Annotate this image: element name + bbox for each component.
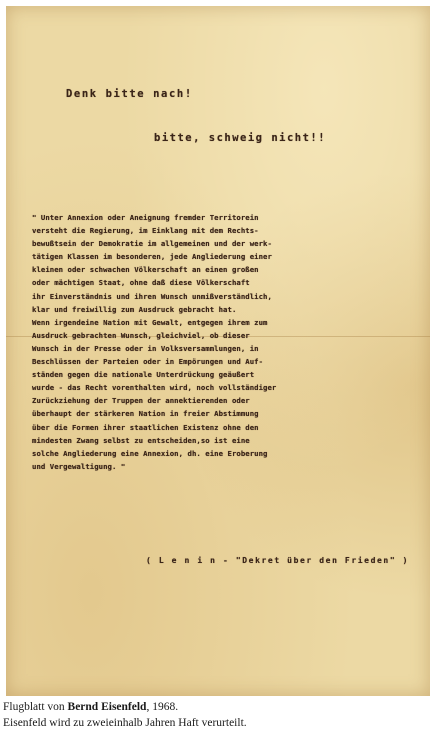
- caption-author-name: Bernd Eisenfeld: [67, 701, 147, 713]
- lenin-quote: [32, 211, 416, 473]
- quote-line: über die Formen ihrer staatlichen Existenz ohne den: [32, 422, 259, 432]
- quote-line: und Vergewaltigung. ": [32, 461, 126, 471]
- quote-line: Wunsch in der Presse oder in Volksversammlungen, in: [32, 343, 259, 353]
- quote-line: klar und freiwillig zum Ausdruck gebracht hat.: [32, 304, 237, 314]
- quote-line: Beschlüssen der Parteien oder in Empörungen und Auf-: [32, 357, 264, 367]
- photo-caption: [3, 700, 433, 731]
- quote-line: Ausdruck gebrachten Wunsch, gleichviel, ob dieser: [32, 330, 250, 340]
- quote-line: " Unter Annexion oder Aneignung fremder Territorein: [32, 213, 259, 222]
- quote-line: wurde - das Recht vorenthalten wird, noch vollständiger: [32, 383, 277, 393]
- caption-line-2: Eisenfeld wird zu zweieinhalb Jahren Haft verurteilt.: [3, 716, 247, 729]
- caption-year: , 1968.: [146, 701, 179, 713]
- headline-line-2: bitte, schweig nicht!!: [154, 132, 327, 144]
- quote-line: ständen gegen die nationale Unterdrückung geäußert: [32, 370, 255, 380]
- quote-line: mindesten Zwang selbst zu entscheiden,so ist eine: [32, 435, 250, 445]
- quote-line: Zurückziehung der Truppen der annektierenden oder: [32, 396, 250, 406]
- quote-line: ihr Einverständnis und ihren Wunsch unmißverständlich,: [32, 291, 272, 301]
- quote-line: versteht die Regierung, im Einklang mit dem Rechts-: [32, 226, 259, 236]
- caption-prefix: Flugblatt von: [3, 701, 68, 713]
- quote-line: kleinen oder schwachen Völkerschaft an einen großen: [32, 265, 259, 275]
- headline-line-1: Denk bitte nach!: [66, 88, 193, 100]
- caption-line-1: [3, 700, 433, 716]
- quote-line: Wenn irgendeine Nation mit Gewalt, entgegen ihrem zum: [32, 317, 268, 327]
- quote-line: oder mächtigen Staat, ohne daß diese Völkerschaft: [32, 278, 250, 288]
- quote-line: tätigen Klassen im besonderen, jede Angliederung einer: [32, 252, 272, 262]
- quote-line: solche Angliederung eine Annexion, dh. eine Eroberung: [32, 448, 268, 458]
- quote-line: bewußtsein der Demokratie im allgemeinen und der werk-: [32, 239, 272, 249]
- leaflet-sheet: [6, 6, 430, 696]
- quote-source: ( L e n i n - "Dekret über den Frieden" ): [146, 556, 410, 565]
- quote-line: überhaupt der stärkeren Nation in freier Abstimmung: [32, 409, 259, 419]
